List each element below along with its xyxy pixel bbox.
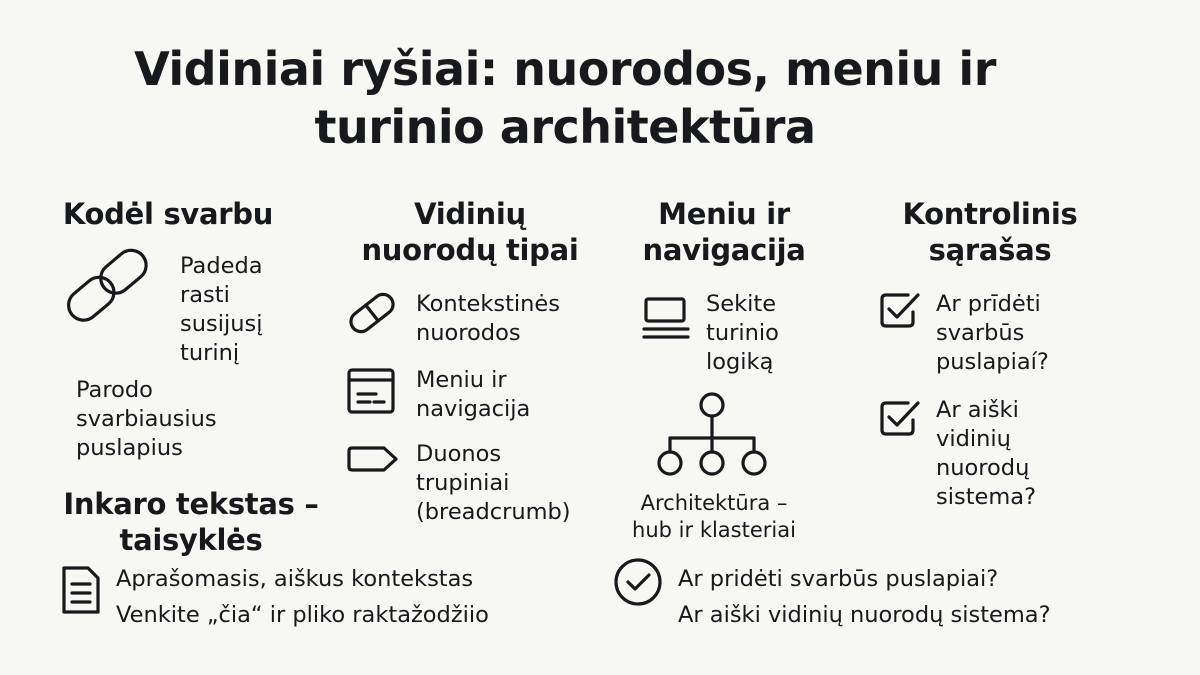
- why-item-show-important: Parodo svarbiausius puslapius: [76, 377, 217, 461]
- link-icon: [58, 244, 158, 328]
- types-item-contextual: Kontekstinės nuorodos: [416, 291, 560, 346]
- checklist-item-important-pages: Ar prīdėti svarbūs puslapiaí?: [936, 291, 1049, 375]
- checkbox-icon: [878, 290, 922, 330]
- checklist-heading: Kontrolinis sąrašas: [902, 197, 1078, 267]
- anchor-heading: Inkaro tekstas – taisyklės: [63, 487, 319, 557]
- why-item-find-related: Padeda rasti susijusį turinį: [180, 253, 263, 366]
- page-title: Vidiniai ryšiai: nuorodos, meniu ir turinio architektūra: [134, 42, 996, 154]
- types-item-menu: Meniu ir navigacija: [416, 367, 531, 422]
- types-item-breadcrumb: Duonos trupiniai (breadcrumb): [416, 441, 571, 525]
- anchor-rule-descriptive: Aprašomasis, aiškus kontekstas: [116, 566, 474, 592]
- monitor-lines-icon: [640, 296, 692, 342]
- why-heading: Kodėl svarbu: [62, 197, 274, 231]
- document-icon: [56, 564, 104, 616]
- pill-link-icon: [344, 288, 400, 338]
- menu-heading: Meniu ir navigacija: [642, 197, 806, 267]
- anchor-rule-avoid: Venkite „čia“ ir pliko raktažodžiio: [116, 602, 489, 628]
- check-circle-icon: [612, 556, 664, 608]
- architecture-caption: Architektūra – hub ir klasteriai: [632, 491, 796, 542]
- tag-breadcrumb-icon: [346, 442, 402, 476]
- types-heading: Vidinių nuorodų tipai: [361, 197, 579, 267]
- window-menu-icon: [346, 366, 396, 416]
- hub-cluster-icon: [652, 390, 772, 480]
- menu-item-follow-logic: Sekite turinio logiką: [706, 291, 779, 375]
- checklist-item-link-system: Ar aiški vidinių nuorodų sistema?: [936, 397, 1037, 510]
- checkbox-icon: [878, 398, 922, 438]
- summary-line-link-system: Ar aiški vidinių nuorodų sistema?: [678, 602, 1051, 628]
- summary-line-important-pages: Ar pridėti svarbūs puslapiai?: [678, 566, 999, 592]
